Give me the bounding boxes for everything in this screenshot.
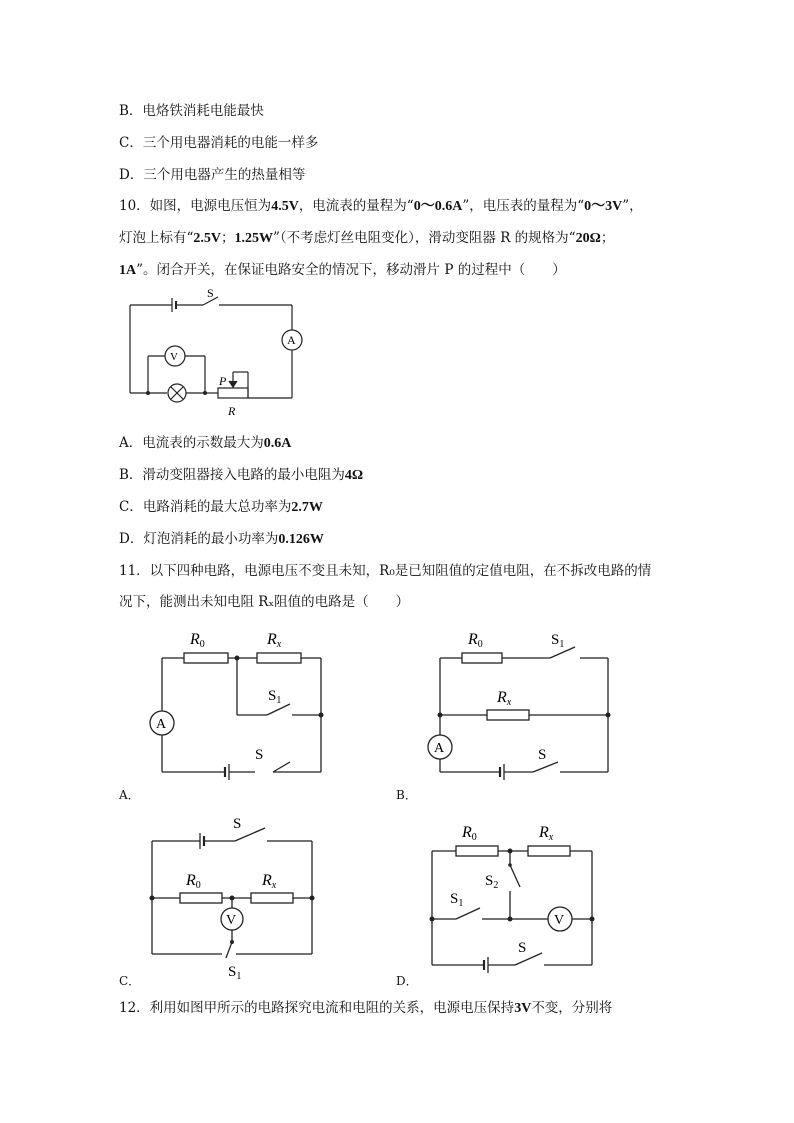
rx-resistor [528,846,570,856]
q10-stem-line2: 灯泡上标有“2.5V；1.25W”（不考虑灯丝电阻变化），滑动变阻器 R 的规格为“20Ω； [119,230,615,246]
q11-circuit-a [140,622,340,782]
q11-circuit-d [420,815,620,975]
q11-stem-line1: 11．以下四种电路，电源电压不变且未知，R₀是已知阻值的定值电阻，在不拆改电路的情 [119,563,652,579]
s-label: S [233,816,242,832]
switch-s1-blade [456,908,480,919]
rx-label: Rx [267,631,282,650]
voltmeter-label: V [170,351,178,363]
r0-label: R0 [462,824,477,843]
s-label: S [518,940,527,956]
switch-s1-blade [226,942,232,958]
q11-option-d-label: D． [396,974,418,988]
q11-option-c-label: C． [119,974,141,988]
ammeter-label: A [156,717,167,732]
switch-s-blade [273,762,290,772]
switch-label: S [207,286,214,300]
rx-label: Rx [497,689,512,708]
q9-option-c: C．三个用电器消耗的电能一样多 [119,135,319,151]
r0-label: R0 [186,872,201,891]
rheostat-body [218,388,248,398]
q11-option-a-label: A． [119,788,140,802]
slider-label: P [219,374,227,388]
rx-resistor [257,653,301,663]
rx-label: Rx [262,872,277,891]
r0-label: R0 [468,631,483,650]
q10-option-d: D．灯泡消耗的最小功率为0.126W [119,531,324,547]
q10-option-a: A．电流表的示数最大为0.6A [119,435,292,451]
rx-label: Rx [539,824,554,843]
r0-resistor [180,893,222,903]
r0-resistor [462,653,502,663]
rx-resistor [251,893,293,903]
s2-label: $S_2$ [485,873,499,891]
voltmeter-label: V [226,913,237,928]
s1-label: $S_1$ [450,891,464,909]
switch-s-blade [533,762,558,772]
s1-label: $S_1$ [268,688,282,706]
q10-stem-line3: 1A”。闭合开关，在保证电路安全的情况下，移动滑片 P 的过程中（ ） [119,262,566,278]
switch-s2-blade [510,865,520,887]
q11-circuit-b [420,622,620,782]
q11-stem-line2: 况下，能测出未知电阻 Rₓ阻值的电路是（ ） [119,594,410,610]
q12-stem: 12．利用如图甲所示的电路探究电流和电阻的关系，电源电压保持3V不变，分别将 [119,1000,613,1016]
q10-stem-line1: 10．如图，电源电压恒为4.5V，电流表的量程为“0～0.6A”，电压表的量程为“0～3V”， [119,198,643,214]
rheostat-label: R [228,404,236,418]
q10-circuit-figure [115,285,315,425]
q10-option-b: B．滑动变阻器接入电路的最小电阻为4Ω [119,467,364,483]
q11-circuit-c [140,808,340,983]
s1-label: $S_1$ [551,632,565,650]
r0-resistor [456,846,498,856]
rx-resistor [487,710,529,720]
slider-arrow [229,381,237,387]
q10-option-c: C．电路消耗的最大总功率为2.7W [119,499,323,515]
q11-option-b-label: B． [396,788,417,802]
ammeter-label: A [434,741,445,756]
s-label: S [538,747,547,763]
r0-resistor [184,653,228,663]
q9-option-d: D．三个用电器产生的热量相等 [119,167,306,183]
s1-label: $S_1$ [228,964,242,982]
voltmeter-label: V [554,913,565,928]
ammeter-label: A [287,333,296,347]
s-label: S [255,747,264,763]
q9-option-b: B．电烙铁消耗电能最快 [119,103,264,119]
r0-label: R0 [190,631,205,650]
